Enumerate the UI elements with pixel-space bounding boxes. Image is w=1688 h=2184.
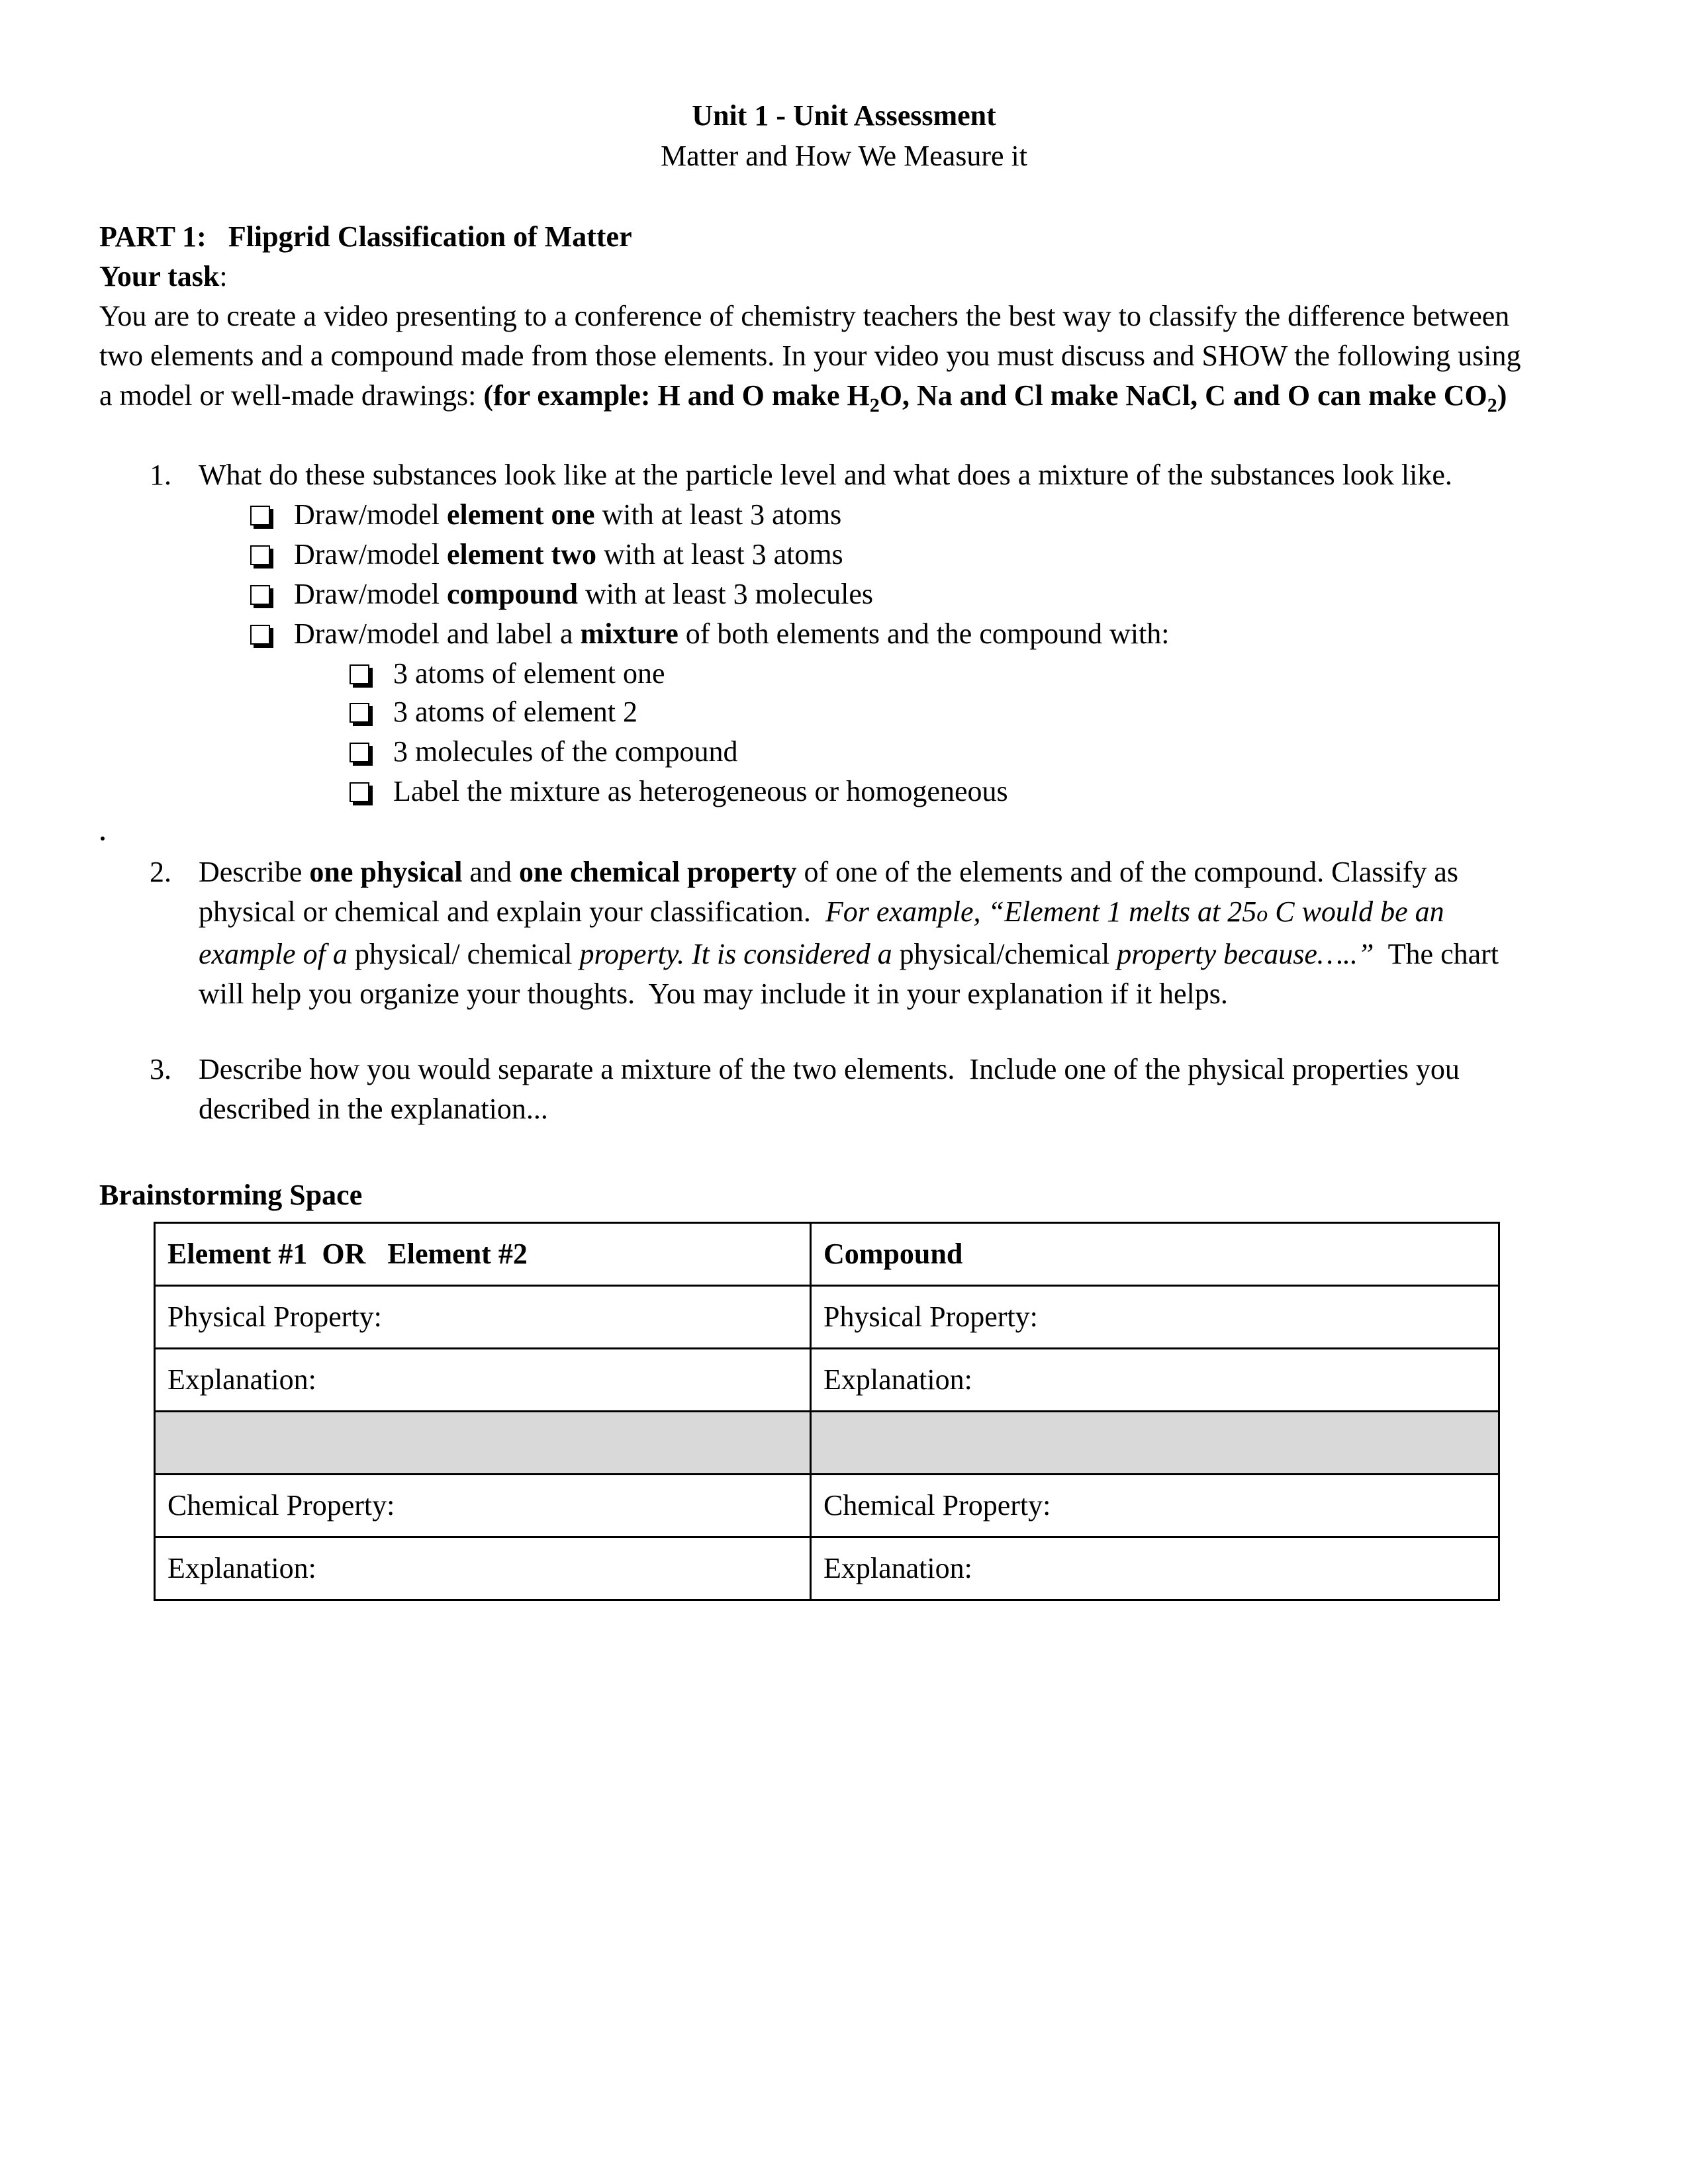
table-cell-compound-chemical-property[interactable]: Chemical Property: [811, 1475, 1499, 1537]
checkbox-icon[interactable] [250, 545, 270, 565]
question-3-number: 3. [150, 1053, 171, 1085]
sub-checklist-text: Label the mixture as heterogeneous or homogeneous [393, 775, 1008, 807]
checklist-text: Draw/model element one with at least 3 atoms [294, 498, 842, 531]
example-close: ) [1497, 379, 1507, 412]
sub-checklist-item[interactable] [350, 654, 665, 694]
table-row [155, 1475, 1499, 1537]
question-2-line-3: example of a physical/ chemical property. It is considered a physical/chemical property because…..” The chart [199, 938, 1499, 970]
table-cell-element-chemical-property[interactable]: Chemical Property: [155, 1475, 811, 1537]
question-2-line-4: will help you organize your thoughts. You may include it in your explanation if it helps. [199, 978, 1228, 1010]
checkbox-icon[interactable] [350, 664, 369, 684]
page-title: Unit 1 - Unit Assessment [692, 99, 996, 132]
brainstorm-table [154, 1222, 1500, 1601]
part1-heading: PART 1: Flipgrid Classification of Matter [99, 220, 632, 253]
table-cell-compound-physical-explanation[interactable]: Explanation: [811, 1349, 1499, 1412]
table-row [155, 1349, 1499, 1412]
question-2-line-1: Describe one physical and one chemical property of one of the elements and of the compound. Classify as [199, 856, 1459, 888]
question-3-text [199, 1050, 1589, 1129]
question-2-text [199, 852, 1589, 1014]
table-cell-element-physical-property[interactable]: Physical Property: [155, 1286, 811, 1349]
sub-checklist-text: 3 atoms of element one [393, 657, 665, 690]
table-cell-shaded [155, 1412, 811, 1475]
task-line-3-prefix: a model or well-made drawings: [99, 379, 484, 412]
checklist-item[interactable] [250, 574, 873, 614]
task-line-2: two elements and a compound made from those elements. In your video you must discuss and SHOW the following using [99, 340, 1521, 372]
co2-subscript: 2 [1487, 394, 1497, 416]
checklist-text: Draw/model and label a mixture of both elements and the compound with: [294, 617, 1170, 650]
checkbox-icon[interactable] [350, 743, 369, 762]
checklist-text: Draw/model compound with at least 3 molecules [294, 578, 874, 610]
sub-checklist-item[interactable] [350, 732, 738, 772]
table-row-separator [155, 1412, 1499, 1475]
table-row [155, 1537, 1499, 1600]
checkbox-icon[interactable] [250, 585, 270, 605]
example-mid: O, Na and Cl make NaCl, C and O can make CO [879, 379, 1487, 412]
task-heading [99, 257, 228, 296]
checkbox-icon[interactable] [250, 625, 270, 645]
page-subtitle: Matter and How We Measure it [660, 140, 1028, 172]
question-1-line: What do these substances look like at the particle level and what does a mixture of the substances look like. [199, 459, 1452, 491]
table-cell-compound-physical-property[interactable]: Physical Property: [811, 1286, 1499, 1349]
column-header-element: Element #1 OR Element #2 [155, 1223, 811, 1286]
table-cell-element-physical-explanation[interactable]: Explanation: [155, 1349, 811, 1412]
sub-checklist-text: 3 atoms of element 2 [393, 696, 638, 728]
checkbox-icon[interactable] [350, 703, 369, 723]
question-3-line-1: Describe how you would separate a mixture of the two elements. Include one of the physical properties you [199, 1053, 1460, 1085]
checkbox-icon[interactable] [350, 782, 369, 802]
checkbox-icon[interactable] [250, 506, 270, 525]
question-3-line-2: described in the explanation... [199, 1093, 548, 1125]
column-header-compound: Compound [811, 1223, 1499, 1286]
stray-period [101, 837, 105, 841]
checklist-text: Draw/model element two with at least 3 atoms [294, 538, 843, 570]
table-cell-element-chemical-explanation[interactable]: Explanation: [155, 1537, 811, 1600]
h2o-subscript: 2 [869, 394, 880, 416]
sub-checklist-item[interactable] [350, 772, 1008, 811]
task-label: Your task [99, 260, 220, 293]
table-row [155, 1286, 1499, 1349]
question-2-number: 2. [150, 856, 171, 888]
question-2-line-2: physical or chemical and explain your classification. For example, “Element 1 melts at 25o C would be an [199, 895, 1444, 928]
brainstorm-heading: Brainstorming Space [99, 1179, 363, 1211]
table-header-row [155, 1223, 1499, 1286]
sub-checklist-text: 3 molecules of the compound [393, 735, 738, 768]
checklist-item[interactable] [250, 535, 843, 574]
example-formulas [483, 379, 1507, 416]
task-line-3 [99, 376, 1589, 416]
task-description [99, 296, 1589, 416]
task-line-1: You are to create a video presenting to a conference of chemistry teachers the best way to classify the difference between [99, 300, 1510, 332]
sub-checklist-item[interactable] [350, 692, 637, 732]
checklist-item[interactable] [250, 495, 841, 535]
question-1-text [199, 455, 1589, 495]
table-cell-shaded [811, 1412, 1499, 1475]
checklist-item[interactable] [250, 614, 1170, 654]
task-colon: : [219, 260, 228, 293]
degree-symbol: o [1256, 902, 1268, 927]
question-1-number: 1. [150, 459, 171, 491]
example-open: (for example: H and O make H [483, 379, 870, 412]
table-cell-compound-chemical-explanation[interactable]: Explanation: [811, 1537, 1499, 1600]
